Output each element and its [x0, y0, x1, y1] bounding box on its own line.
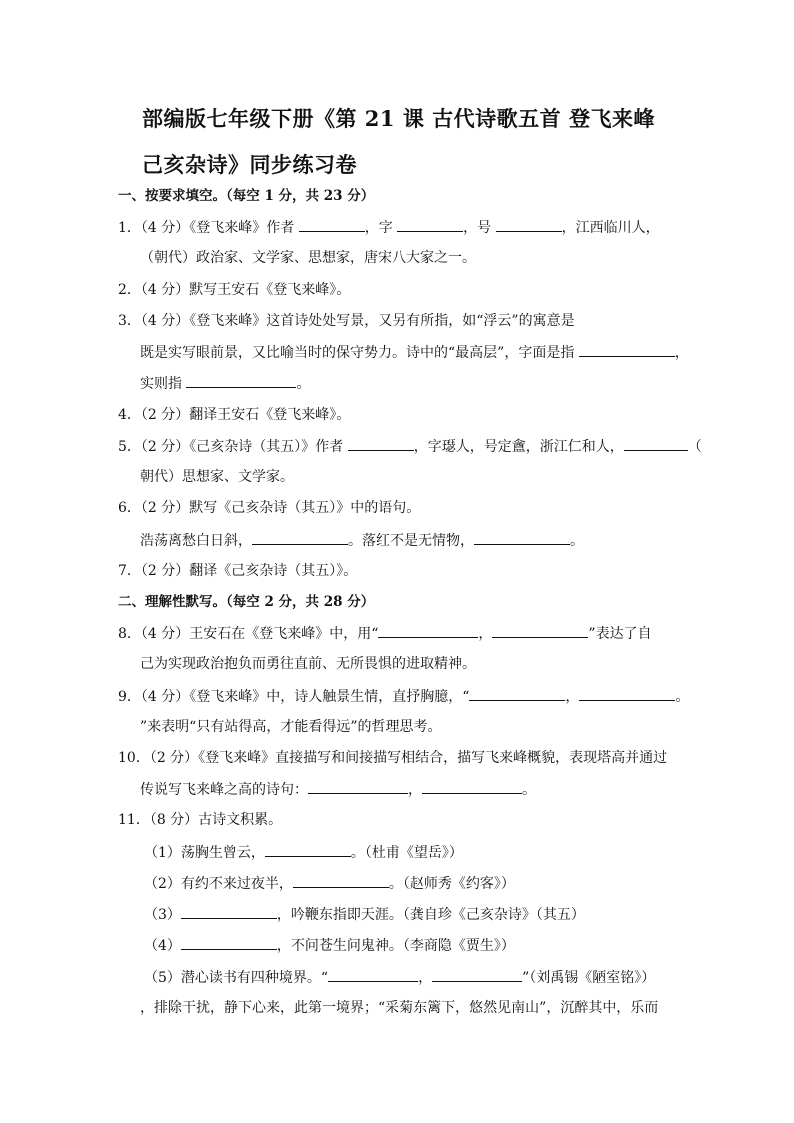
q3-text: ，: [674, 345, 689, 361]
question-9-line-2: ”来表明“只有站得高，才能看得远”的哲理思考。: [140, 719, 442, 735]
q6-text: 。落红不是无情物，: [348, 533, 474, 549]
question-9-line-1: [118, 686, 690, 707]
q1-text: ，江西临川人，: [561, 220, 660, 236]
answer-blank[interactable]: [432, 967, 522, 982]
question-8-line-1: [118, 623, 678, 644]
question-3-line-3: [140, 373, 680, 394]
answer-blank[interactable]: [496, 217, 562, 232]
answer-blank[interactable]: [293, 873, 389, 888]
q11-text: （2）有约不来过夜半，: [144, 876, 293, 892]
q3-text: 实则指: [140, 376, 182, 392]
answer-blank[interactable]: [299, 217, 365, 232]
answer-blank[interactable]: [328, 967, 418, 982]
question-4: 4．（2 分）翻译王安石《登飞来峰》。: [118, 407, 351, 423]
question-2: 2．（4 分）默写王安石《登飞来峰》。: [118, 282, 351, 298]
answer-blank[interactable]: [378, 623, 478, 638]
q11-text: 。（赵师秀《约客》）: [388, 876, 515, 892]
question-3-line-1: 3．（4 分）《登飞来峰》这首诗处处写景，又另有所指，如“浮云”的寓意是: [118, 313, 575, 329]
question-6-line-2: [140, 530, 680, 551]
answer-blank[interactable]: [422, 779, 522, 794]
q1-text: ，字: [364, 220, 393, 236]
q11-text: （3）: [144, 907, 181, 923]
answer-blank[interactable]: [579, 686, 675, 701]
q11-text: 。（杜甫《望岳》）: [350, 845, 463, 861]
answer-blank[interactable]: [265, 842, 351, 857]
q5-text: 5．（2 分）《己亥杂诗（其五）》作者: [118, 439, 344, 455]
answer-blank[interactable]: [308, 779, 408, 794]
section-1-heading: 一、按要求填空。（每空 1 分，共 23 分）: [118, 188, 375, 204]
question-3-line-2: [140, 342, 689, 363]
question-11-part-1: [144, 842, 680, 863]
answer-blank[interactable]: [579, 342, 675, 357]
q3-text: 既是实写眼前景，又比喻当时的保守势力。诗中的“最高层”，字面是指: [140, 345, 575, 361]
answer-blank[interactable]: [492, 623, 588, 638]
answer-blank[interactable]: [186, 373, 296, 388]
section-2-heading: 二、理解性默写。（每空 2 分，共 28 分）: [118, 594, 375, 610]
answer-blank[interactable]: [474, 530, 570, 545]
q11-text: ，吟鞭东指即天涯。（龚自珍《己亥杂诗》（其五）: [276, 907, 585, 923]
answer-blank[interactable]: [348, 436, 414, 451]
question-8-line-2: 己为实现政治抱负而勇往直前、无所畏惧的进取精神。: [140, 656, 476, 672]
q8-text: ，: [478, 626, 493, 642]
answer-blank[interactable]: [252, 530, 348, 545]
question-1-line-2: （朝代）政治家、文学家、思想家，唐宋八大家之一。: [140, 250, 476, 266]
q6-text: 。: [570, 533, 584, 549]
q11-text: （1）荡胸生曾云，: [144, 845, 265, 861]
q1-text: 1．（4 分）《登飞来峰》作者: [118, 220, 295, 236]
question-11-part-5: [144, 967, 680, 988]
question-10-line-1: 10．（2 分）《登飞来峰》直接描写和间接描写相结合，描写飞来峰概貌，表现塔高并通过: [118, 750, 668, 766]
q8-text: ”表达了自: [588, 626, 652, 642]
question-11: 11．（8 分）古诗文积累。: [118, 812, 283, 828]
answer-blank[interactable]: [181, 904, 277, 919]
question-5-line-2: 朝代）思想家、文学家。: [140, 469, 294, 485]
q3-text: 。: [296, 376, 311, 392]
q11-text: ，不问苍生问鬼神。（李商隐《贾生》）: [276, 938, 515, 954]
question-7: 7．（2 分）翻译《己亥杂诗（其五）》。: [118, 563, 358, 579]
q9-text: ，: [565, 689, 580, 705]
q10-text: ，: [408, 782, 422, 798]
q5-text: （: [687, 439, 702, 455]
q10-text: 传说写飞来峰之高的诗句：: [140, 782, 308, 798]
q6-text: 浩荡离愁白日斜，: [140, 533, 252, 549]
question-6-line-1: 6．（2 分）默写《己亥杂诗（其五）》中的语句。: [118, 500, 421, 516]
q11-text: ，: [418, 970, 433, 986]
answer-blank[interactable]: [469, 686, 565, 701]
q5-text: ，字璱人，号定盦，浙江仁和人，: [413, 439, 624, 455]
answer-blank[interactable]: [397, 217, 463, 232]
question-11-part-4: [144, 935, 680, 956]
q11-text: （4）: [144, 938, 181, 954]
q11-text: ”（刘禹锡《陋室铭》）: [522, 970, 656, 986]
answer-blank[interactable]: [624, 436, 688, 451]
answer-blank[interactable]: [181, 935, 277, 950]
q1-text: ，号: [463, 220, 492, 236]
q9-text: 9．（4 分）《登飞来峰》中，诗人触景生情，直抒胸臆，“: [118, 689, 470, 705]
q9-text: 。: [675, 689, 690, 705]
question-11-part-2: [144, 873, 680, 894]
question-11-part-3: [144, 904, 680, 925]
page-title: 部编版七年级下册《第 21 课 古代诗歌五首 登飞来峰 己亥杂诗》同步练习卷: [142, 106, 655, 177]
question-1-line-1: [118, 217, 678, 238]
question-11-part-5-cont: ，排除干扰，静下心来，此第一境界；“采菊东篱下，悠然见南山”，沉醉其中，乐而: [140, 1000, 659, 1016]
question-5-line-1: [118, 436, 702, 457]
question-10-line-2: [140, 779, 680, 800]
q11-text: （5）潜心读书有四种境界。“: [144, 970, 329, 986]
q10-text: 。: [522, 782, 536, 798]
q8-text: 8．（4 分）王安石在《登飞来峰》中，用“: [118, 626, 379, 642]
